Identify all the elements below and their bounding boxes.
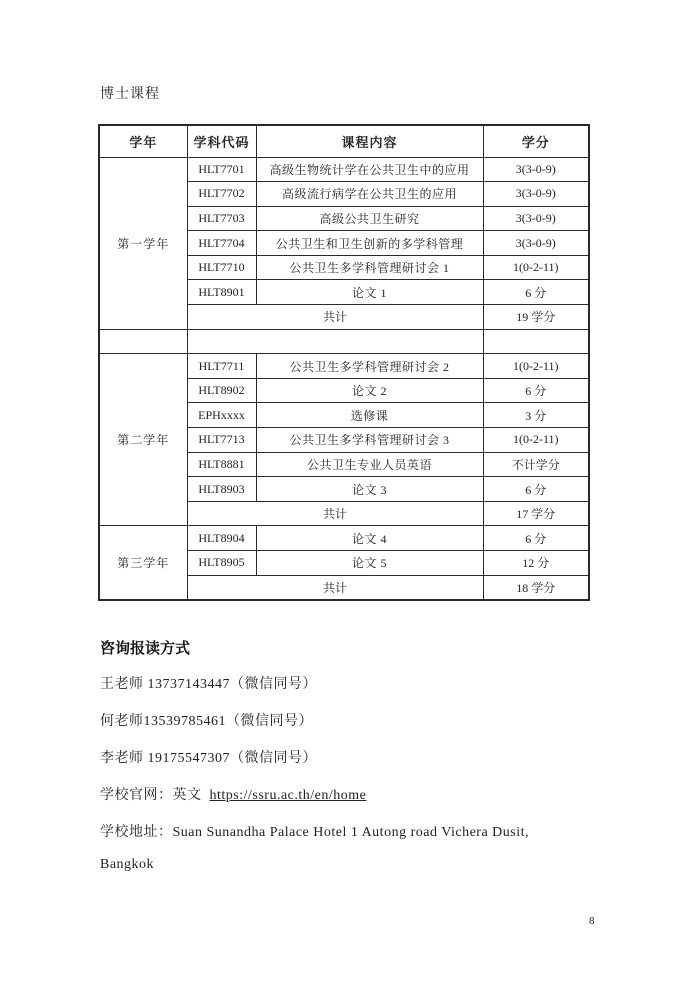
course-name-cell: 论文 5 bbox=[256, 551, 483, 576]
credit-cell: 3(3-0-9) bbox=[483, 182, 589, 207]
total-value-cell: 18 学分 bbox=[483, 575, 589, 600]
course-name-cell: 公共卫生多学科管理研讨会 3 bbox=[256, 428, 483, 453]
credit-cell: 3(3-0-9) bbox=[483, 231, 589, 256]
column-header-content: 课程内容 bbox=[256, 125, 483, 157]
credit-cell: 1(0-2-11) bbox=[483, 255, 589, 280]
column-header-credit: 学分 bbox=[483, 125, 589, 157]
column-header-code: 学科代码 bbox=[187, 125, 256, 157]
address-line bbox=[100, 821, 529, 841]
contact-line-he: 何老师13539785461（微信同号） bbox=[100, 714, 313, 729]
column-header-year: 学年 bbox=[99, 125, 187, 157]
address-line-2: Bangkok bbox=[100, 857, 155, 872]
course-row bbox=[99, 526, 589, 551]
course-name-cell: 论文 2 bbox=[256, 378, 483, 403]
course-name-cell: 公共卫生多学科管理研讨会 1 bbox=[256, 255, 483, 280]
year-cell: 第一学年 bbox=[99, 157, 187, 329]
course-name-cell: 论文 3 bbox=[256, 477, 483, 502]
credit-cell: 12 分 bbox=[483, 551, 589, 576]
spacer-cell bbox=[483, 329, 589, 354]
course-code-cell: HLT7713 bbox=[187, 428, 256, 453]
total-value-cell: 19 学分 bbox=[483, 305, 589, 330]
credit-cell: 6 分 bbox=[483, 526, 589, 551]
course-code-cell: HLT8902 bbox=[187, 378, 256, 403]
course-row bbox=[99, 354, 589, 379]
spacer-cell bbox=[99, 329, 187, 354]
credit-cell: 1(0-2-11) bbox=[483, 428, 589, 453]
course-code-cell: HLT8901 bbox=[187, 280, 256, 305]
total-label-cell: 共计 bbox=[187, 501, 483, 526]
website-label: 学校官网：英文 bbox=[100, 788, 202, 803]
course-code-cell: EPHxxxx bbox=[187, 403, 256, 428]
credit-cell: 6 分 bbox=[483, 280, 589, 305]
credit-cell: 3(3-0-9) bbox=[483, 206, 589, 231]
total-label-cell: 共计 bbox=[187, 305, 483, 330]
course-name-cell: 选修课 bbox=[256, 403, 483, 428]
course-code-cell: HLT7702 bbox=[187, 182, 256, 207]
total-value-cell: 17 学分 bbox=[483, 501, 589, 526]
course-name-cell: 高级公共卫生研究 bbox=[256, 206, 483, 231]
course-code-cell: HLT7710 bbox=[187, 255, 256, 280]
credit-cell: 6 分 bbox=[483, 477, 589, 502]
table-header-row bbox=[99, 125, 589, 157]
page-number: 8 bbox=[589, 915, 595, 927]
course-table bbox=[98, 124, 590, 601]
spacer-row bbox=[99, 329, 589, 354]
course-name-cell: 公共卫生多学科管理研讨会 2 bbox=[256, 354, 483, 379]
credit-cell: 1(0-2-11) bbox=[483, 354, 589, 379]
credit-cell: 3(3-0-9) bbox=[483, 157, 589, 182]
course-code-cell: HLT7701 bbox=[187, 157, 256, 182]
course-name-cell: 公共卫生专业人员英语 bbox=[256, 452, 483, 477]
course-code-cell: HLT7711 bbox=[187, 354, 256, 379]
credit-cell: 不计学分 bbox=[483, 452, 589, 477]
year-cell: 第三学年 bbox=[99, 526, 187, 600]
website-line bbox=[100, 784, 366, 804]
course-code-cell: HLT8904 bbox=[187, 526, 256, 551]
section-title: 博士课程 bbox=[100, 87, 160, 102]
course-name-cell: 公共卫生和卫生创新的多学科管理 bbox=[256, 231, 483, 256]
contact-line-wang: 王老师 13737143447（微信同号） bbox=[100, 677, 317, 692]
course-name-cell: 高级流行病学在公共卫生的应用 bbox=[256, 182, 483, 207]
contact-heading: 咨询报读方式 bbox=[100, 640, 191, 657]
total-label-cell: 共计 bbox=[187, 575, 483, 600]
year-cell: 第二学年 bbox=[99, 354, 187, 526]
address-text: Suan Sunandha Palace Hotel 1 Autong road Vichera Dusit, bbox=[172, 825, 529, 840]
course-code-cell: HLT8881 bbox=[187, 452, 256, 477]
course-name-cell: 论文 1 bbox=[256, 280, 483, 305]
course-code-cell: HLT7704 bbox=[187, 231, 256, 256]
contact-line-li: 李老师 19175547307（微信同号） bbox=[100, 751, 317, 766]
course-code-cell: HLT8903 bbox=[187, 477, 256, 502]
course-code-cell: HLT8905 bbox=[187, 551, 256, 576]
course-name-cell: 高级生物统计学在公共卫生中的应用 bbox=[256, 157, 483, 182]
address-label: 学校地址： bbox=[100, 825, 173, 840]
course-name-cell: 论文 4 bbox=[256, 526, 483, 551]
course-row bbox=[99, 157, 589, 182]
credit-cell: 6 分 bbox=[483, 378, 589, 403]
spacer-cell bbox=[187, 329, 483, 354]
credit-cell: 3 分 bbox=[483, 403, 589, 428]
website-link[interactable]: https://ssru.ac.th/en/home bbox=[209, 788, 367, 803]
course-code-cell: HLT7703 bbox=[187, 206, 256, 231]
